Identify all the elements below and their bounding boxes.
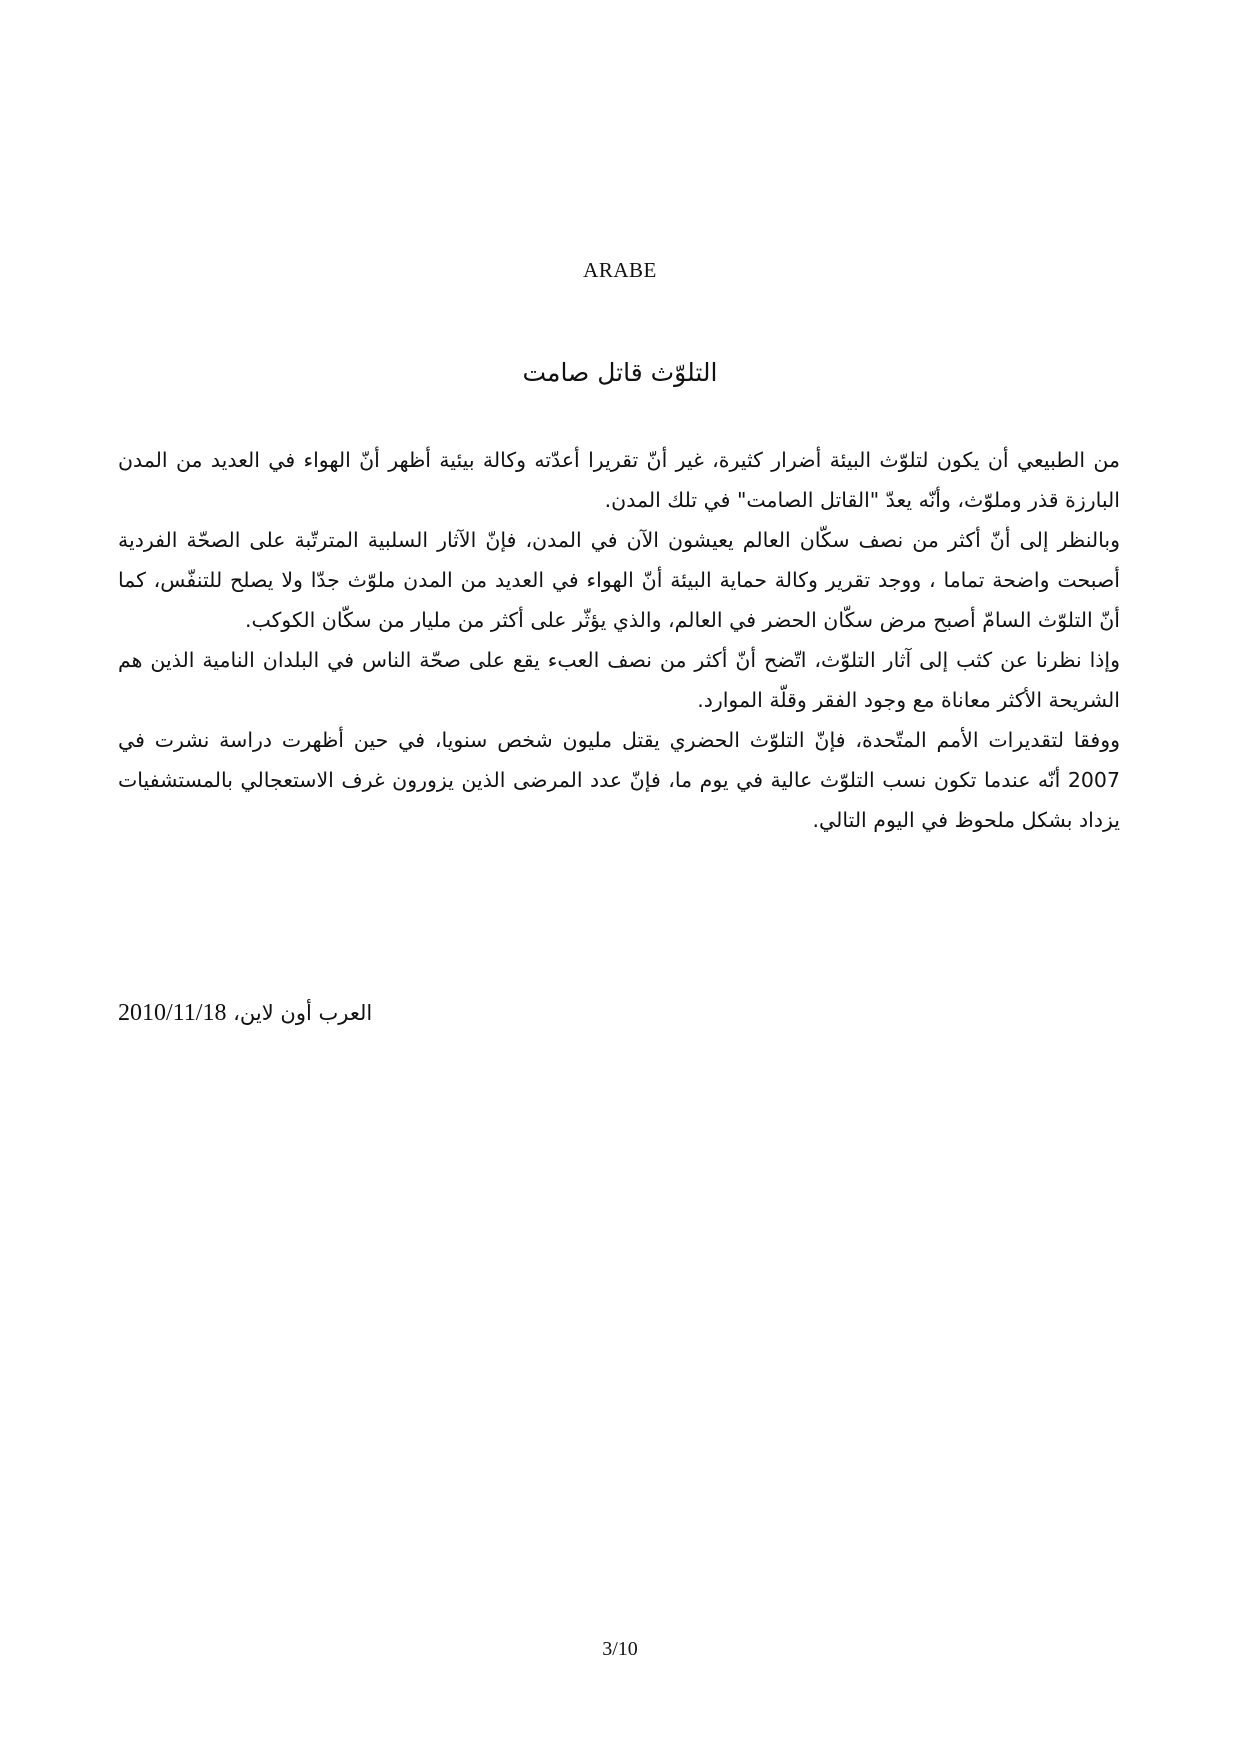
paragraph: من الطبيعي أن يكون لتلوّث البيئة أضرار كثيرة، غير أنّ تقريرا أعدّته وكالة بيئية أظهر أنّ الهواء في العديد من المدن البارزة قذر وملوّث، وأنّه يعدّ "القاتل الصامت" في تلك المدن. <box>118 448 1120 512</box>
page-number: 3/10 <box>602 1638 638 1660</box>
article-title: التلوّث قاتل صامت <box>522 358 718 387</box>
paragraph: وإذا نظرنا عن كثب إلى آثار التلوّث، اتّضح أنّ أكثر من نصف العبء يقع على صحّة الناس في البلدان النامية الذين هم الشريحة الأكثر معاناة مع وجود الفقر وقلّة الموارد. <box>118 648 1120 712</box>
source-citation <box>118 1000 372 1027</box>
language-label: ARABE <box>583 258 657 282</box>
paragraph: وبالنظر إلى أنّ أكثر من نصف سكّان العالم يعيشون الآن في المدن، فإنّ الآثار السلبية المترتّبة على الصحّة الفردية أصبحت واضحة تماما ، ووجد تقرير وكالة حماية البيئة أنّ الهواء في العديد من المدن ملوّث جدّا ولا يصلح للتنفّس، كما أنّ التلوّث السامّ أصبح مرض سكّان الحضر في العالم، والذي يؤثّر على أكثر من مليار من سكّان الكوكب. <box>118 528 1120 632</box>
article-body <box>118 440 1120 840</box>
paragraph: ووفقا لتقديرات الأمم المتّحدة، فإنّ التلوّث الحضري يقتل مليون شخص سنويا، في حين أظهرت دراسة نشرت في 2007 أنّه عندما تكون نسب التلوّث عالية في يوم ما، فإنّ عدد المرضى الذين يزورون غرف الاستعجالي بالمستشفيات يزداد بشكل ملحوظ في اليوم التالي. <box>118 728 1120 832</box>
source-date: 2010/11/18 <box>118 1000 227 1026</box>
source-name: العرب أون لاين، <box>233 1001 373 1025</box>
